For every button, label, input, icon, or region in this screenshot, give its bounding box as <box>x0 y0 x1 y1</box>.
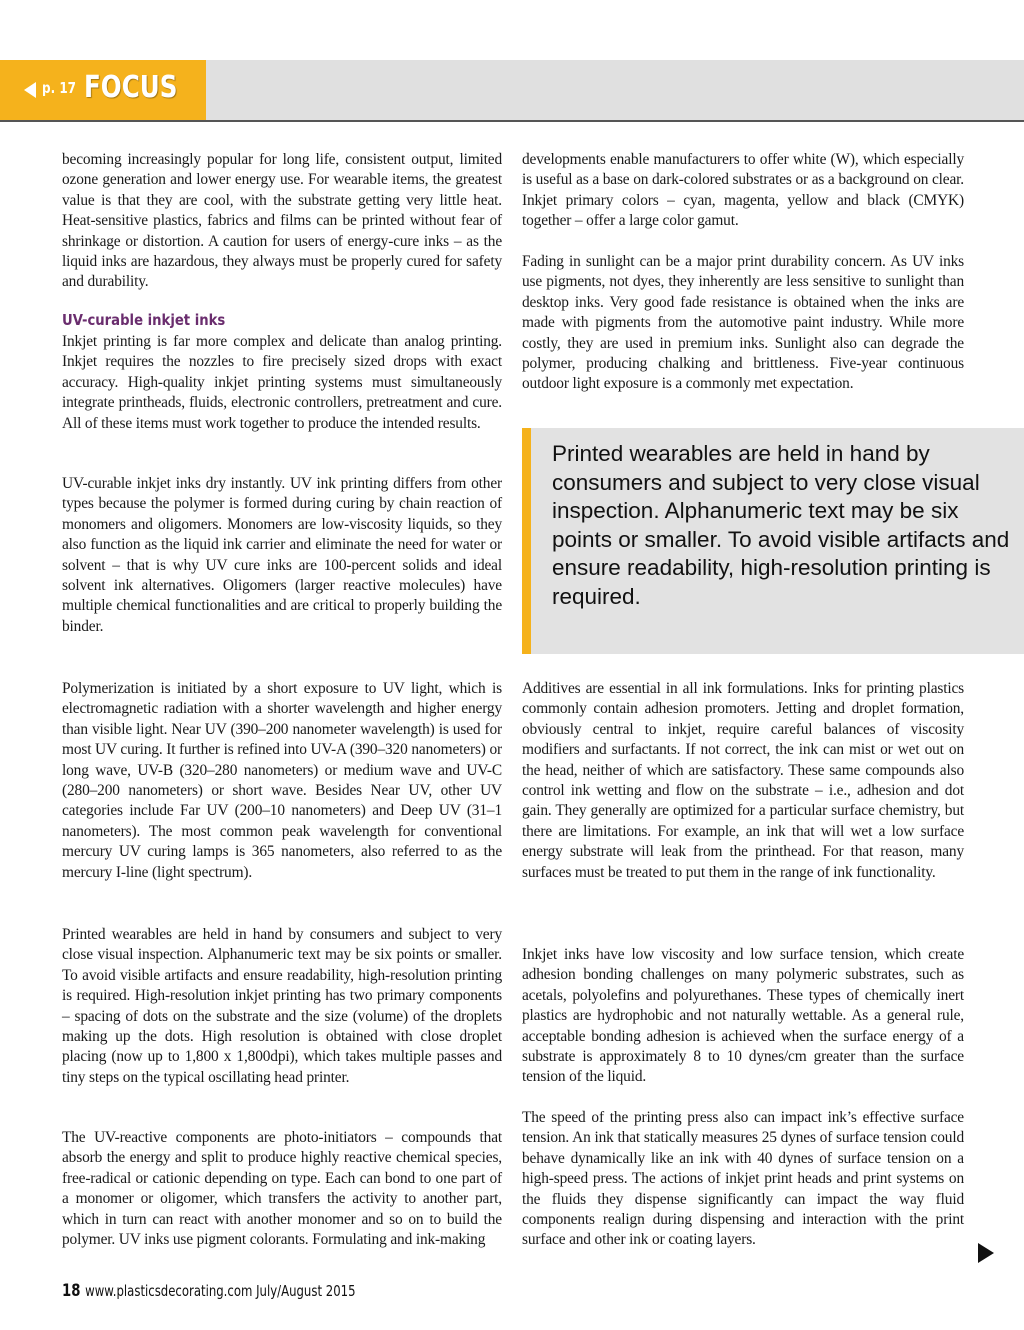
right-paragraph-5: The speed of the printing press also can impact ink’s effective surface tension. An ink that statically measures 25 dynes of surface tension could behave dynamically like an ink with 40 dynes of surface tension on a high-speed press. The actions of inkjet print heads and print systems on the fluids they dispense significantly can impact the way fluid components realign during dispensing and interaction with the print surface and other ink or coating layers. <box>522 1109 964 1249</box>
page-number: 18 <box>62 1281 81 1301</box>
right-paragraph-3: Additives are essential in all ink formulations. Inks for printing plastics commonly contain adhesion promoters. Jetting and droplet formation, obviously central to inkjet, require careful balances of viscosity modifiers and surfactants. If not correct, the ink can mist or wet out on the head, neither of which are satisfactory. These same compounds also control ink wetting and flow on the substrate – i.e., adhesion and dot gain. They generally are optimized for a particular surface chemistry, but there are limitations. For example, an ink that will wet a low surface energy substrate will leak from the printhead. For that reason, many surfaces must be treated to put them in the range of ink functionality. <box>522 680 964 881</box>
section-header-band <box>0 60 1024 122</box>
left-paragraph-6: The UV-reactive components are photo-initiators – compounds that absorb the energy and split to produce highly reactive chemical species, free-radical or cationic depending on type. Each can bond to one part of a monomer or oligomer, which transfers the activity to another part, which in turn can react with another monomer and so on to build the polymer. UV inks use pigment colorants. Formulating and ink-making <box>62 1129 502 1249</box>
section-tab[interactable] <box>0 60 206 120</box>
section-title: FOCUS <box>84 70 178 105</box>
page-footer <box>62 1281 356 1301</box>
left-paragraph-5: Printed wearables are held in hand by consumers and subject to very close visual inspection. Alphanumeric text may be six points or smaller. To avoid visible artifacts and ensure readability, high-resolution printing is required. High-resolution inkjet printing has two primary components – spacing of dots on the substrate and the size (volume) of the droplets making up the dots. High resolution is obtained with close droplet placing (now up to 1,800 x 1,800dpi), which takes multiple passes and tiny steps on the typical oscillating head printer. <box>62 926 502 1086</box>
left-paragraph-2: Inkjet printing is far more complex and delicate than analog printing. Inkjet requires the nozzles to fire precisely sized drops with exact accuracy. High-quality inkjet printing systems must simultaneously integrate printheads, fluids, electronic controllers, pretreatment and cure. All of these items must work together to produce the intended results. <box>62 333 502 432</box>
back-arrow-icon[interactable] <box>24 82 36 98</box>
pull-quote <box>522 428 1024 654</box>
page-reference[interactable]: p. 17 <box>42 79 77 97</box>
left-paragraph-4: Polymerization is initiated by a short exposure to UV light, which is electromagnetic radiation with a shorter wavelength and higher energy than visible light. Near UV (390–200 nanometer wavelength) is used for most UV curing. It further is refined into UV-A (390–320 nanometers) or long wave, UV-B (320–280 nanometers) or medium wave and UV-C (280–200 nanometers) or short wave. Besides Near UV, other UV categories include Far UV (200–10 nanometers) and Deep UV (31–1 nanometers). The most common peak wavelength for conventional mercury UV curing lamps is 365 nanometers, also referred to as the mercury I-line (light spectrum). <box>62 680 502 881</box>
pull-quote-text: Printed wearables are held in hand by consumers and subject to very close visual inspection. Alphanumeric text may be six points or smaller. To avoid visible artifacts and ensure readability, high-resolution printing is required. <box>552 441 1010 609</box>
footer-text: www.plasticsdecorating.com July/August 2015 <box>85 1282 356 1300</box>
pull-quote-accent-bar <box>522 428 531 654</box>
left-paragraph-3: UV-curable inkjet inks dry instantly. UV ink printing differs from other types because the polymer is formed during curing by chain reaction of monomers and oligomers. Monomers are low-viscosity liquids, so they also function as the liquid ink carrier and eliminate the need for water or solvent – that is why UV cure inks are 100-percent solids and ideal solvent ink alternatives. Oligomers (larger reactive molecules) have multiple chemical functionalities and are critical to properly building the binder. <box>62 475 502 635</box>
right-paragraph-2: Fading in sunlight can be a major print durability concern. As UV inks use pigments, not dyes, they inherently are less sensitive to sunlight than desktop inks. Very good fade resistance is obtained when the inks are made with pigments from the automotive paint industry. While more costly, they are used in premium inks. Sunlight also can degrade the polymer, producing chalking and brittleness. Five-year continuous outdoor light exposure is a commonly met expectation. <box>522 253 964 393</box>
continue-arrow-icon[interactable] <box>978 1243 994 1263</box>
right-paragraph-1: developments enable manufacturers to offer white (W), which especially is useful as a base on dark-colored substrates or as a background on clear. Inkjet primary colors – cyan, magenta, yellow and black (CMYK) together – offer a large color gamut. <box>522 151 964 230</box>
left-paragraph-1: becoming increasingly popular for long life, consistent output, limited ozone generation and lower energy use. For wearable items, the greatest value is that they are cool, with the substrate getting very little heat. Heat-sensitive plastics, fabrics and films can be printed without fear of shrinkage or distortion. A caution for users of energy-cure inks – as the liquid inks are hazardous, they always must be properly cured for safety and durability. <box>62 151 502 291</box>
subheading: UV-curable inkjet inks <box>62 311 226 329</box>
right-paragraph-4: Inkjet inks have low viscosity and low surface tension, which create adhesion bonding challenges on many polymeric substrates, such as acetals, polyolefins and polyurethanes. These types of chemically inert plastics are hydrophobic and not naturally wettable. As a general rule, acceptable bonding adhesion is achieved when the surface energy of a substrate is approximately 8 to 10 dynes/cm greater than the surface tension of the liquid. <box>522 946 964 1086</box>
